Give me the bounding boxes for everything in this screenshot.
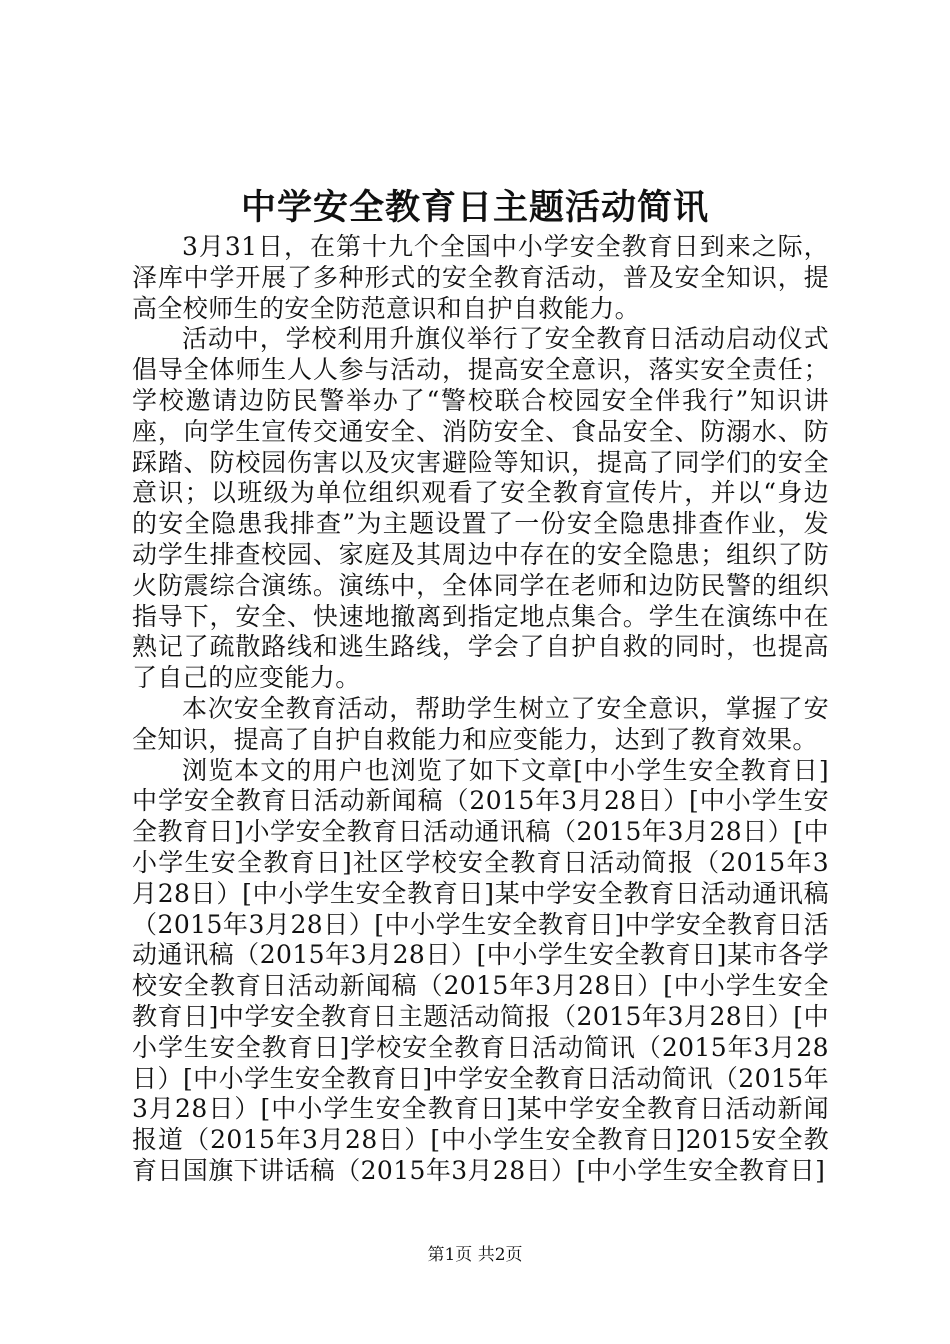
paragraph-intro: 3月31日，在第十九个全国中小学安全教育日到来之际，泽库中学开展了多种形式的安全教育活动，普及安全知识，提高全校师生的安全防范意识和自护自救能力。	[132, 232, 829, 323]
paragraph-related-articles: 浏览本文的用户也浏览了如下文章[中小学生安全教育日]中学安全教育日活动新闻稿（2015年3月28日）[中小学生安全教育日]小学安全教育日活动通讯稿（2015年3月28日）[中小学生安全教育日]社区学校安全教育日活动简报（2015年3月28日）[中小学生安全教育日]某中学安全教育日活动通讯稿（2015年3月28日）[中小学生安全教育日]中学安全教育日活动通讯稿（2015年3月28日）[中小学生安全教育日]某市各学校安全教育日活动新闻稿（2015年3月28日）[中小学生安全教育日]中学安全教育日主题活动简报（2015年3月28日）[中小学生安全教育日]学校安全教育日活动简讯（2015年3月28日）[中小学生安全教育日]中学安全教育日活动简讯（2015年3月28日）[中小学生安全教育日]某中学安全教育日活动新闻报道（2015年3月28日）[中小学生安全教育日]2015安全教育日国旗下讲话稿（2015年3月28日）[中小学生安全教育日]	[132, 755, 829, 1185]
page-footer: 第1页 共2页	[427, 1245, 523, 1265]
document-title: 中学安全教育日主题活动简讯	[240, 187, 709, 228]
document-body	[132, 232, 829, 1187]
paragraph-summary: 本次安全教育活动，帮助学生树立了安全意识，掌握了安全知识，提高了自护自救能力和应变能力，达到了教育效果。	[132, 693, 829, 754]
paragraph-activities: 活动中，学校利用升旗仪举行了安全教育日活动启动仪式倡导全体师生人人参与活动，提高安全意识，落实安全责任；学校邀请边防民警举办了“警校联合校园安全伴我行”知识讲座，向学生宣传交通安全、消防安全、食品安全、防溺水、防踩踏、防校园伤害以及灾害避险等知识，提高了同学们的安全意识；以班级为单位组织观看了安全教育宣传片，并以“身边的安全隐患我排查”为主题设置了一份安全隐患排查作业，发动学生排查校园、家庭及其周边中存在的安全隐患；组织了防火防震综合演练。演练中，全体同学在老师和边防民警的组织指导下，安全、快速地撤离到指定地点集合。学生在演练中在熟记了疏散路线和逃生路线，学会了自护自救的同时，也提高了自己的应变能力。	[132, 324, 829, 693]
